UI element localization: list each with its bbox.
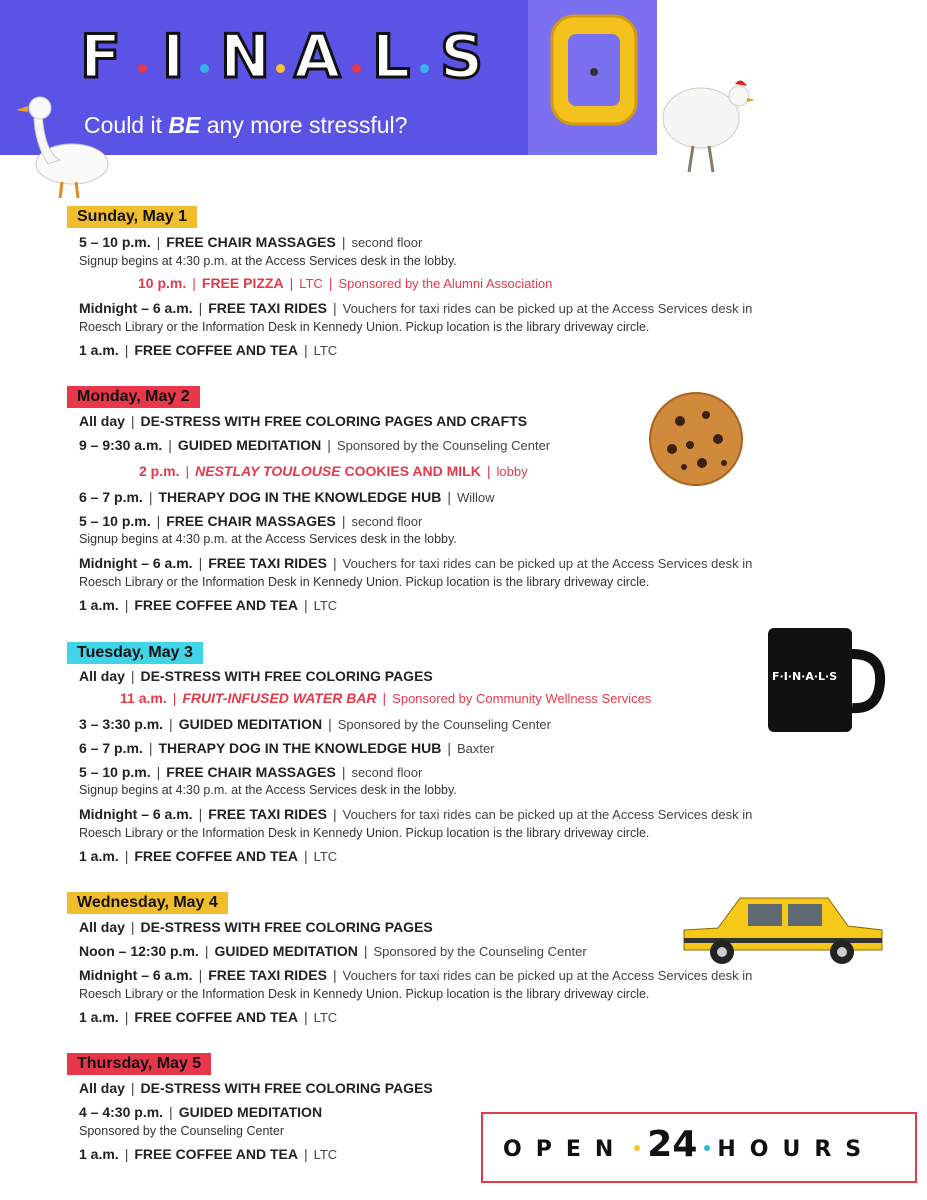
event-row: Noon – 12:30 p.m. | GUIDED MEDITATION | Sponsored by the Counseling Center xyxy=(79,943,587,959)
open-24-hours-box xyxy=(481,1112,917,1183)
event-row: 1 a.m. | FREE COFFEE AND TEA | LTC xyxy=(79,597,338,613)
title-letter: F xyxy=(80,22,121,92)
event-row: All day | DE-STRESS WITH FREE COLORING PAGES AND CRAFTS xyxy=(79,413,528,429)
event-note: Roesch Library or the Information Desk in Kennedy Union. Pickup location is the library driveway circle. xyxy=(79,320,650,334)
day-heading-thursday: Thursday, May 5 xyxy=(67,1053,211,1075)
chicken-icon xyxy=(655,66,757,178)
event-note: Sponsored by the Counseling Center xyxy=(79,1124,284,1138)
event-row: All day | DE-STRESS WITH FREE COLORING PAGES xyxy=(79,668,433,684)
title-letter: A xyxy=(294,22,341,92)
day-heading-wednesday: Wednesday, May 4 xyxy=(67,892,228,914)
title-letter: S xyxy=(440,22,484,92)
day-heading-monday: Monday, May 2 xyxy=(67,386,200,408)
duck-icon xyxy=(12,92,112,204)
event-note: Roesch Library or the Information Desk in Kennedy Union. Pickup location is the library driveway circle. xyxy=(79,987,650,1001)
event-note: Roesch Library or the Information Desk in Kennedy Union. Pickup location is the library driveway circle. xyxy=(79,826,650,840)
event-row: All day | DE-STRESS WITH FREE COLORING PAGES xyxy=(79,1080,433,1096)
day-heading-tuesday: Tuesday, May 3 xyxy=(67,642,203,664)
peephole-frame-icon xyxy=(548,12,640,128)
event-row: 1 a.m. | FREE COFFEE AND TEA | LTC xyxy=(79,342,338,358)
title-dot xyxy=(420,64,429,73)
event-row: All day | DE-STRESS WITH FREE COLORING PAGES xyxy=(79,919,433,935)
taxi-icon xyxy=(678,890,888,966)
event-row: 5 – 10 p.m. | FREE CHAIR MASSAGES | second floor xyxy=(79,513,423,529)
event-row: 1 a.m. | FREE COFFEE AND TEA | LTC xyxy=(79,1009,338,1025)
title-letter: I xyxy=(162,22,185,92)
event-row: Midnight – 6 a.m. | FREE TAXI RIDES | Vouchers for taxi rides can be picked up at the Access Services desk in xyxy=(79,806,753,822)
page-title xyxy=(80,22,520,102)
event-row: 1 a.m. | FREE COFFEE AND TEA | LTC xyxy=(79,848,338,864)
subtitle: Could it BE any more stressful? xyxy=(84,112,408,138)
mug-icon xyxy=(764,624,886,736)
event-note: Roesch Library or the Information Desk in Kennedy Union. Pickup location is the library driveway circle. xyxy=(79,575,650,589)
open-24-hours-text: OPEN 24 HOURS xyxy=(503,1124,876,1165)
event-row: 5 – 10 p.m. | FREE CHAIR MASSAGES | second floor xyxy=(79,234,423,250)
highlight-event-row: 11 a.m. | FRUIT-INFUSED WATER BAR | Sponsored by Community Wellness Services xyxy=(120,690,652,706)
cookie-icon xyxy=(640,383,752,495)
title-dot xyxy=(276,64,285,73)
title-dot xyxy=(200,64,209,73)
title-letter: L xyxy=(372,22,411,92)
svg-text:F·I·N·A·L·S: F·I·N·A·L·S xyxy=(772,670,838,683)
title-dot xyxy=(352,64,361,73)
title-letter: N xyxy=(220,22,271,92)
event-row: 6 – 7 p.m. | THERAPY DOG IN THE KNOWLEDGE HUB | Baxter xyxy=(79,740,495,756)
event-note: Signup begins at 4:30 p.m. at the Access Services desk in the lobby. xyxy=(79,532,457,546)
event-row: Midnight – 6 a.m. | FREE TAXI RIDES | Vouchers for taxi rides can be picked up at the Access Services desk in xyxy=(79,967,753,983)
event-row: 6 – 7 p.m. | THERAPY DOG IN THE KNOWLEDGE HUB | Willow xyxy=(79,489,495,505)
highlight-event-row: 2 p.m. | NESTLAY TOULOUSE COOKIES AND MILK | lobby xyxy=(139,463,528,479)
day-heading-sunday: Sunday, May 1 xyxy=(67,206,197,228)
event-row: 9 – 9:30 a.m. | GUIDED MEDITATION | Sponsored by the Counseling Center xyxy=(79,437,551,453)
event-row: 3 – 3:30 p.m. | GUIDED MEDITATION | Sponsored by the Counseling Center xyxy=(79,716,551,732)
event-row: Midnight – 6 a.m. | FREE TAXI RIDES | Vouchers for taxi rides can be picked up at the Access Services desk in xyxy=(79,555,753,571)
event-row: 4 – 4:30 p.m. | GUIDED MEDITATION xyxy=(79,1104,323,1120)
event-row: 1 a.m. | FREE COFFEE AND TEA | LTC xyxy=(79,1146,338,1162)
event-note: Signup begins at 4:30 p.m. at the Access Services desk in the lobby. xyxy=(79,254,457,268)
event-row: 5 – 10 p.m. | FREE CHAIR MASSAGES | second floor xyxy=(79,764,423,780)
title-dot xyxy=(138,64,147,73)
highlight-event-row: 10 p.m. | FREE PIZZA | LTC | Sponsored by the Alumni Association xyxy=(138,275,553,291)
event-row: Midnight – 6 a.m. | FREE TAXI RIDES | Vouchers for taxi rides can be picked up at the Access Services desk in xyxy=(79,300,753,316)
event-note: Signup begins at 4:30 p.m. at the Access Services desk in the lobby. xyxy=(79,783,457,797)
